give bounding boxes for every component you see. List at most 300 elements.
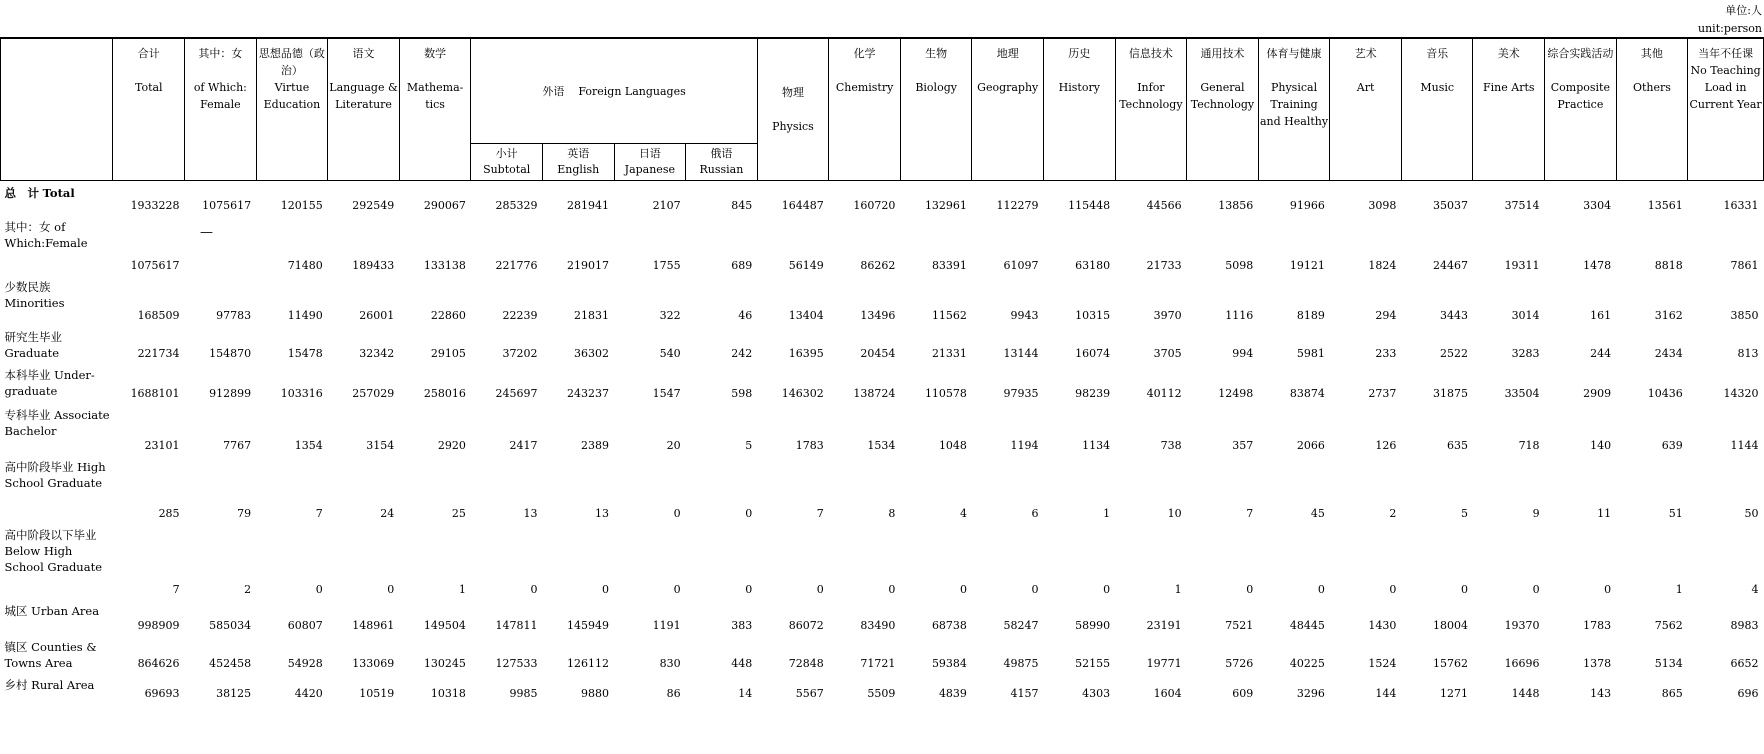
table-row [1,363,1764,403]
table-cell: 16331 [1723,198,1759,212]
row-label-en: Counties & Towns Area [4,639,97,670]
table-cell: 5134 [1654,656,1683,670]
table-cell: 1534 [867,438,896,452]
table-cell: 357 [1232,438,1254,452]
table-cell: 383 [731,618,753,632]
header-blank [1,38,113,181]
row-label-en: Rural Area [31,677,95,692]
row-label [1,325,113,363]
table-cell: 24 [380,506,395,520]
table-cell: 912899 [209,386,252,400]
table-cell: 244 [1590,346,1612,360]
table-cell: 5981 [1296,346,1325,360]
table-cell: 144 [1375,686,1397,700]
table-cell: 2522 [1439,346,1468,360]
table-cell: 242 [731,346,753,360]
row-label [1,403,113,455]
table-cell: 19311 [1504,258,1540,272]
table-cell: 22860 [430,308,466,322]
table-row [1,403,1764,455]
table-cell: 5098 [1225,258,1254,272]
row-label-en: Below High School Graduate [4,543,102,574]
table-cell: 83391 [931,258,967,272]
table-cell: 21331 [931,346,967,360]
female-total-dash: — [200,225,213,240]
table-cell: 21733 [1146,258,1182,272]
table-cell: 243237 [567,386,610,400]
table-cell: 585034 [209,618,252,632]
table-cell: 37514 [1504,198,1540,212]
table-cell: 33504 [1504,386,1540,400]
table-cell: 0 [530,582,538,596]
table-cell: 696 [1737,686,1759,700]
table-cell: 40112 [1146,386,1182,400]
row-label [1,215,113,275]
table-cell: 2389 [581,438,610,452]
table-cell: 112279 [996,198,1039,212]
unit-cn: 单位:人 [1725,4,1762,17]
table-cell: 689 [731,258,753,272]
table-cell [185,215,257,275]
table-cell: 58990 [1075,618,1111,632]
table-cell: 845 [731,198,753,212]
table-cell: 0 [888,582,896,596]
table-cell: 5 [1460,506,1468,520]
table-cell: 3162 [1654,308,1683,322]
header-gentech: 通用技术 General Technology [1187,38,1259,181]
table-cell: 290067 [423,198,466,212]
row-label-cn: 高中阶段毕业 [4,459,74,474]
table-cell: 10318 [430,686,466,700]
table-cell: 8983 [1730,618,1759,632]
table-cell: 35037 [1432,198,1468,212]
table-cell: 1933228 [130,198,180,212]
row-label-cn: 研究生毕业 [4,329,62,344]
table-cell: 50 [1744,506,1759,520]
table-cell: 133138 [423,258,466,272]
table-cell: 13144 [1003,346,1039,360]
row-label-cn: 高中阶段以下毕业 [4,527,97,542]
table-cell: 19370 [1504,618,1540,632]
table-cell: 5 [745,438,753,452]
header-math: 数学 Mathema-tics [399,38,471,181]
table-cell: 32342 [359,346,395,360]
table-row [1,181,1764,215]
table-cell: 44566 [1146,198,1182,212]
table-cell: 58247 [1003,618,1039,632]
table-cell: 7 [1246,506,1254,520]
table-cell: 1191 [652,618,681,632]
table-cell: 13 [523,506,538,520]
table-cell: 72848 [788,656,824,670]
header-virtue: 思想品德（政治） Virtue Education [256,38,328,181]
table-cell: 639 [1661,438,1683,452]
table-cell: 9985 [509,686,538,700]
table-cell: 10 [1167,506,1182,520]
table-cell: 138724 [853,386,896,400]
table-cell: 86 [666,686,681,700]
table-cell: 2 [1389,506,1397,520]
table-cell: 221776 [495,258,538,272]
table-cell: 19121 [1289,258,1325,272]
unit-en: unit:person [1698,22,1762,35]
table-row [1,673,1764,703]
table-cell: 3154 [366,438,395,452]
table-cell: 14 [738,686,753,700]
table-cell: 16074 [1075,346,1111,360]
header-chemistry: 化学 Chemistry [829,38,901,181]
table-cell: 1547 [652,386,681,400]
table-cell: 994 [1232,346,1254,360]
table-cell: 130245 [423,656,466,670]
table-body [1,181,1764,703]
table-cell: 1271 [1439,686,1468,700]
table-cell: 3014 [1511,308,1540,322]
table-row [1,215,1764,275]
table-cell: 5726 [1225,656,1254,670]
table-cell: 1194 [1010,438,1039,452]
table-cell: 322 [659,308,681,322]
table-cell: 830 [659,656,681,670]
table-cell: 15478 [287,346,323,360]
table-cell: 2417 [509,438,538,452]
table-row [1,599,1764,635]
table-cell: 1524 [1368,656,1397,670]
table-cell: 11490 [287,308,323,322]
table-cell: 20454 [860,346,896,360]
table-cell: 189433 [352,258,395,272]
table-cell: 4157 [1010,686,1039,700]
header-foreign-russian: 俄语 Russian [686,144,758,181]
table-cell: 3304 [1583,198,1612,212]
table-cell: 110578 [924,386,967,400]
table-cell: 36302 [574,346,610,360]
table-cell: 16696 [1504,656,1540,670]
table-cell: 1378 [1583,656,1612,670]
table-cell: 52155 [1075,656,1111,670]
table-cell: 5509 [867,686,896,700]
table-cell: 1478 [1583,258,1612,272]
table-cell: 7562 [1654,618,1683,632]
row-label [1,455,113,523]
table-cell: 31875 [1432,386,1468,400]
row-label-en: High School Graduate [4,459,106,490]
table-cell: 126112 [567,656,610,670]
table-cell: 864626 [137,656,180,670]
table-cell: 0 [673,582,681,596]
table-cell: 71480 [287,258,323,272]
table-cell: 49875 [1003,656,1039,670]
table-cell: 3705 [1153,346,1182,360]
table-cell: 738 [1160,438,1182,452]
table-cell: 164487 [781,198,824,212]
table-cell: 998909 [137,618,180,632]
table-cell: 0 [673,506,681,520]
header-physics: 物理 Physics [757,38,829,181]
table-cell: 4 [1751,582,1759,596]
table-cell: 233 [1375,346,1397,360]
table-cell: 11 [1597,506,1612,520]
table-cell: 13404 [788,308,824,322]
table-cell: 68738 [931,618,967,632]
table-cell: 91966 [1289,198,1325,212]
table-cell: 140 [1590,438,1612,452]
header-others: 其他 Others [1616,38,1688,181]
table-cell: 4420 [294,686,323,700]
header-foreign-english: 英语 English [542,144,614,181]
table-cell: 7767 [223,438,252,452]
table-cell: 0 [387,582,395,596]
table-cell: 160720 [853,198,896,212]
table-cell: 37202 [502,346,538,360]
table-row [1,523,1764,599]
table-cell: 103316 [280,386,323,400]
table-cell: 8818 [1654,258,1683,272]
table-cell: 59384 [931,656,967,670]
table-cell: 294 [1375,308,1397,322]
table-cell: 3850 [1730,308,1759,322]
table-cell: 115448 [1068,198,1111,212]
teachers-by-subject-table [0,37,1764,703]
table-cell: 60807 [287,618,323,632]
table-cell: 133069 [352,656,395,670]
table-cell: 3283 [1511,346,1540,360]
table-cell: 1 [1103,506,1111,520]
row-label-en: Under-graduate [4,367,95,398]
table-cell: 3098 [1368,198,1397,212]
table-cell: 147811 [495,618,538,632]
row-label-cn: 镇区 [4,639,28,654]
table-cell: 0 [1103,582,1111,596]
table-cell: 2 [244,582,252,596]
table-cell: 12498 [1218,386,1254,400]
header-composite: 综合实践活动 Composite Practice [1545,38,1617,181]
table-cell: 13 [595,506,610,520]
table-cell: 7521 [1225,618,1254,632]
table-cell: 69693 [144,686,180,700]
table-cell: 1075617 [130,258,180,272]
table-cell: 45 [1310,506,1325,520]
table-cell: 8189 [1296,308,1325,322]
table-cell: 0 [1532,582,1540,596]
row-label-en: Associate Bachelor [4,407,110,438]
table-cell: 2434 [1654,346,1683,360]
table-cell: 38125 [216,686,252,700]
table-cell: 26001 [359,308,395,322]
table-cell: 813 [1737,346,1759,360]
table-cell: 98239 [1075,386,1111,400]
row-label-en: Which:Female [4,235,88,250]
row-label-en: Minorities [4,295,65,310]
table-cell: 10436 [1647,386,1683,400]
table-cell: 13496 [860,308,896,322]
table-cell: 1 [1174,582,1182,596]
table-cell: 1824 [1368,258,1397,272]
table-cell: 154870 [209,346,252,360]
table-cell: 13561 [1647,198,1683,212]
row-label-en: Total [42,186,75,200]
row-label-cn: 少数民族 [4,279,51,294]
table-cell: 29105 [430,346,466,360]
header-infotech: 信息技术 Infor Technology [1115,38,1187,181]
table-cell: 0 [1389,582,1397,596]
table-cell: 1075617 [202,198,252,212]
table-cell: 245697 [495,386,538,400]
table-cell: 2909 [1583,386,1612,400]
table-cell: 1688101 [130,386,180,400]
table-row [1,325,1764,363]
table-cell: 3296 [1296,686,1325,700]
table-cell: 6652 [1730,656,1759,670]
header-history: 历史 History [1044,38,1116,181]
table-cell: 79 [237,506,252,520]
table-cell: 7 [172,582,180,596]
table-cell: 24467 [1432,258,1468,272]
table-cell: 7 [315,506,323,520]
table-cell: 56149 [788,258,824,272]
header-pe: 体育与健康 Physical Training and Healthy [1258,38,1330,181]
table-cell: 1 [458,582,466,596]
table-cell: 11562 [931,308,967,322]
table-cell: 145949 [567,618,610,632]
table-cell: 13856 [1218,198,1254,212]
table-cell: 168509 [137,308,180,322]
table-cell: 540 [659,346,681,360]
table-cell: 1 [1675,582,1683,596]
table-cell: 16395 [788,346,824,360]
table-cell: 2066 [1296,438,1325,452]
table-cell: 63180 [1075,258,1111,272]
table-cell: 21831 [574,308,610,322]
header-finearts: 美术 Fine Arts [1473,38,1545,181]
table-cell: 258016 [423,386,466,400]
table-cell: 5567 [795,686,824,700]
table-cell: 7 [816,506,824,520]
table-cell: 1134 [1082,438,1111,452]
table-row [1,455,1764,523]
header-language: 语文 Language & Literature [328,38,400,181]
table-cell: 148961 [352,618,395,632]
row-label [1,523,113,599]
table-cell: 25 [451,506,466,520]
table-cell: 1783 [795,438,824,452]
table-cell: 598 [731,386,753,400]
table-cell: 14320 [1723,386,1759,400]
table-cell: 46 [738,308,753,322]
row-label [1,363,113,403]
table-cell: 0 [816,582,824,596]
table-cell: 3970 [1153,308,1182,322]
row-label-cn: 乡村 [4,677,28,692]
table-cell: 609 [1232,686,1254,700]
table-cell: 54928 [287,656,323,670]
table-row [1,275,1764,325]
table-cell: 15762 [1432,656,1468,670]
table-cell: 86072 [788,618,824,632]
table-cell: 97783 [216,308,252,322]
table-cell: 4 [959,506,967,520]
row-label-en: Urban Area [31,603,100,618]
table-cell: 97935 [1003,386,1039,400]
table-cell: 2737 [1368,386,1397,400]
header-geography: 地理 Geography [972,38,1044,181]
header-female: 其中：女 of Which: Female [185,38,257,181]
table-cell: 4839 [938,686,967,700]
table-cell: 120155 [280,198,323,212]
table-cell: 161 [1590,308,1612,322]
table-cell: 22239 [502,308,538,322]
table-cell: 0 [959,582,967,596]
header-foreign-japanese: 日语 Japanese [614,144,686,181]
table-cell: 83490 [860,618,896,632]
row-label [1,673,113,703]
table-cell: 1048 [938,438,967,452]
table-cell: 1430 [1368,618,1397,632]
header-total: 合计 Total [113,38,185,181]
row-label-cn: 本科毕业 [4,367,51,382]
table-cell: 0 [1317,582,1325,596]
table-cell: 23101 [144,438,180,452]
table-cell: 86262 [860,258,896,272]
header-music: 音乐 Music [1401,38,1473,181]
table-cell: 448 [731,656,753,670]
table-cell: 635 [1446,438,1468,452]
table-cell: 0 [1246,582,1254,596]
table-cell: 0 [1031,582,1039,596]
table-header [1,38,1764,181]
table-cell: 10315 [1075,308,1111,322]
header-art: 艺术 Art [1330,38,1402,181]
table-cell: 1354 [294,438,323,452]
table-cell: 71721 [860,656,896,670]
row-label [1,635,113,673]
table-cell: 3443 [1439,308,1468,322]
table-row [1,635,1764,673]
table-cell: 1116 [1225,308,1254,322]
table-cell: 132961 [924,198,967,212]
row-label-cn: 城区 [4,603,28,618]
table-cell: 718 [1518,438,1540,452]
table-cell: 0 [315,582,323,596]
table-cell: 143 [1590,686,1612,700]
table-cell: 18004 [1432,618,1468,632]
row-label [1,599,113,635]
table-cell: 51 [1668,506,1683,520]
header-foreign-subtotal: 小计 Subtotal [471,144,543,181]
header-biology: 生物 Biology [900,38,972,181]
table-cell: 452458 [209,656,252,670]
table-cell: 2107 [652,198,681,212]
unit-note [1698,2,1762,38]
table-cell: 83874 [1289,386,1325,400]
table-cell: 19771 [1146,656,1182,670]
table-cell: 149504 [423,618,466,632]
table-cell: 0 [745,506,753,520]
row-label [1,275,113,325]
table-cell: 20 [666,438,681,452]
table-cell: 127533 [495,656,538,670]
table-cell: 292549 [352,198,395,212]
table-cell: 285329 [495,198,538,212]
row-label [1,181,113,215]
table-cell: 1604 [1153,686,1182,700]
table-cell: 257029 [352,386,395,400]
table-cell: 219017 [567,258,610,272]
table-cell: 9880 [581,686,610,700]
table-cell: 48445 [1289,618,1325,632]
table-cell: 0 [602,582,610,596]
table-cell: 285 [158,506,180,520]
